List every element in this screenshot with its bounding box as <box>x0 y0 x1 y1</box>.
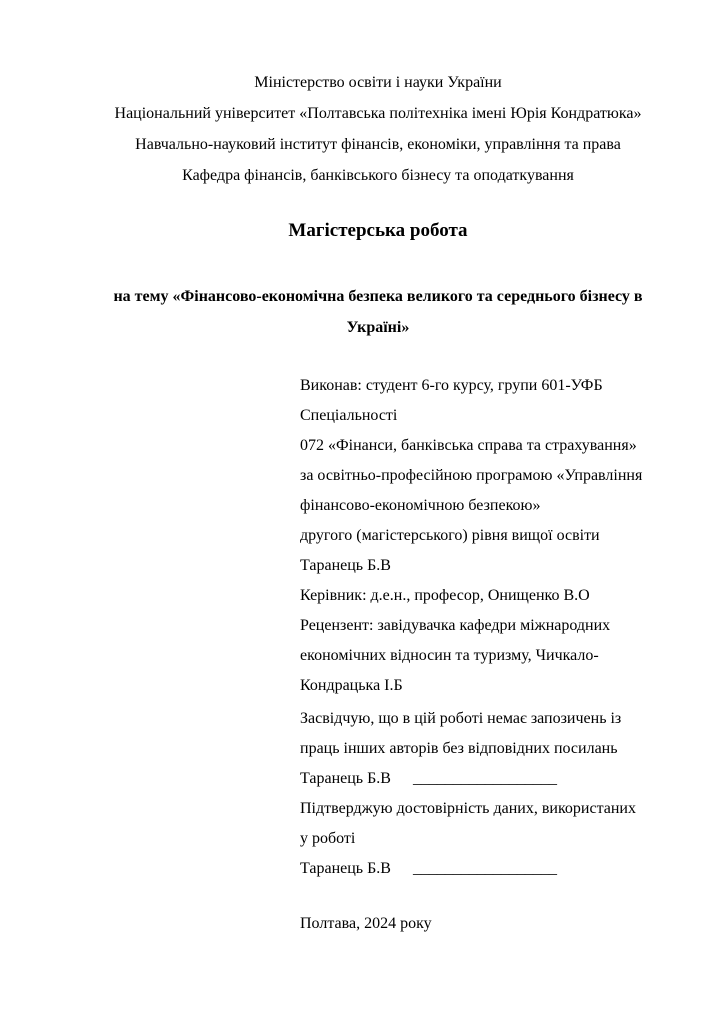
supervisor-line: Керівник: д.е.н., професор, Онищенко В.О <box>300 587 590 604</box>
specialty-label-line: Спеціальності <box>300 407 398 424</box>
signatory-name: Таранець Б.В <box>300 860 391 877</box>
attribution-block <box>300 371 668 701</box>
no-plagiarism-statement-line: Засвідчую, що в цій роботі немає запозичень із <box>300 710 622 727</box>
signature-blank-line: __________________ <box>412 770 557 787</box>
signatory-name: Таранець Б.В <box>300 770 391 787</box>
reviewer-line: економічних відносин та туризму, Чичкало- <box>300 647 599 664</box>
institute-line: Навчально-науковий інститут фінансів, економіки, управління та права <box>135 136 621 153</box>
degree-level-line: другого (магістерського) рівня вищої освіти <box>300 527 600 544</box>
university-line: Національний університет «Полтавська політехніка імені Юрія Кондратюка» <box>114 105 642 122</box>
reviewer-line: Кондрацька І.Б <box>300 677 403 694</box>
thesis-type-title: Магістерська робота <box>288 220 468 241</box>
signature-row <box>300 764 668 794</box>
thesis-topic-line: Україні» <box>346 319 410 336</box>
page-content <box>88 0 668 939</box>
institution-header <box>88 0 668 191</box>
data-accuracy-statement-line: Підтверджую достовірність даних, використаних <box>300 800 636 817</box>
specialty-code-line: 072 «Фінанси, банківська справа та страхування» <box>300 437 637 454</box>
thesis-topic-line: на тему «Фінансово-економічна безпека великого та середнього бізнесу в <box>113 288 643 305</box>
no-plagiarism-statement-line: праць інших авторів без відповідних посилань <box>300 740 618 757</box>
program-line: фінансово-економічною безпекою» <box>300 497 541 514</box>
declaration-block <box>300 704 668 884</box>
city-year-line: Полтава, 2024 року <box>300 915 432 932</box>
thesis-topic <box>88 281 668 343</box>
reviewer-line: Рецензент: завідувачка кафедри міжнародних <box>300 617 611 634</box>
signature-blank-line: __________________ <box>412 860 557 877</box>
executor-line: Виконав: студент 6-го курсу, групи 601-УФБ <box>300 377 603 394</box>
program-line: за освітньо-професійною програмою «Управління <box>300 467 643 484</box>
ministry-line: Міністерство освіти і науки України <box>254 74 502 91</box>
data-accuracy-statement-line: у роботі <box>300 830 356 847</box>
department-line: Кафедра фінансів, банківського бізнесу та оподаткування <box>182 167 574 184</box>
signature-row <box>300 854 668 884</box>
student-name-line: Таранець Б.В <box>300 557 391 574</box>
